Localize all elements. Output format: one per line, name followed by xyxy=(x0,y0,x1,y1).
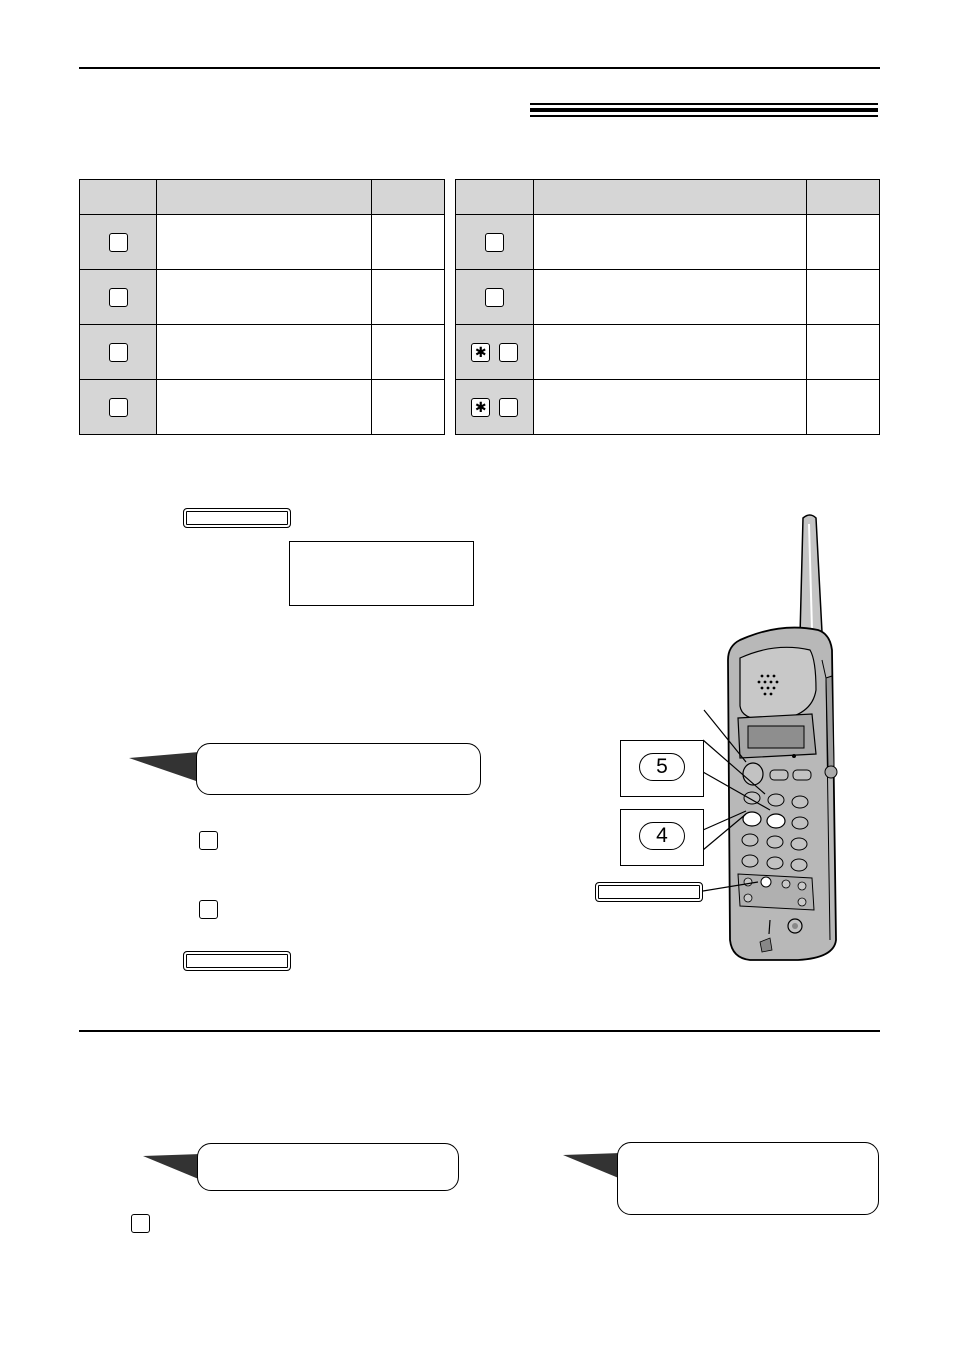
section-title-rule xyxy=(530,103,878,117)
header-cell xyxy=(534,180,807,215)
function-button-icon xyxy=(183,951,291,971)
display-box xyxy=(289,541,474,606)
section-divider xyxy=(79,1030,880,1032)
note-bubble xyxy=(617,1142,879,1215)
function-cell xyxy=(157,380,372,435)
note-pointer-icon xyxy=(143,1154,203,1184)
dial-key xyxy=(131,1214,150,1233)
command-table-right xyxy=(455,179,880,435)
key-4-callout xyxy=(620,809,704,866)
dial-key xyxy=(109,288,128,307)
function-cell xyxy=(534,270,807,325)
code-cell xyxy=(807,270,880,325)
note-pointer-icon xyxy=(129,752,201,786)
code-cell xyxy=(807,325,880,380)
header-cell xyxy=(80,180,157,215)
header-cell xyxy=(456,180,534,215)
note-bubble xyxy=(196,743,481,795)
dial-key xyxy=(485,233,504,252)
callout-leaders xyxy=(590,700,790,910)
function-cell xyxy=(157,215,372,270)
function-button-callout xyxy=(595,882,703,902)
star-key-icon: ✱ xyxy=(471,343,490,362)
code-cell xyxy=(372,380,445,435)
function-cell xyxy=(534,215,807,270)
key-5-label: 5 xyxy=(656,755,668,778)
code-cell xyxy=(372,270,445,325)
dial-key xyxy=(199,900,218,919)
code-cell xyxy=(807,215,880,270)
header-cell xyxy=(157,180,372,215)
dial-key xyxy=(109,398,128,417)
dial-key xyxy=(499,343,518,362)
code-cell xyxy=(372,325,445,380)
dial-key xyxy=(499,398,518,417)
star-key-icon: ✱ xyxy=(471,398,490,417)
header-cell xyxy=(372,180,445,215)
dial-key xyxy=(109,233,128,252)
code-cell xyxy=(372,215,445,270)
dial-key xyxy=(199,831,218,850)
function-cell xyxy=(534,325,807,380)
header-cell xyxy=(807,180,880,215)
command-table-left xyxy=(79,179,445,435)
dial-key xyxy=(485,288,504,307)
key-5-callout xyxy=(620,740,704,797)
dial-key xyxy=(109,343,128,362)
function-cell xyxy=(534,380,807,435)
function-button-icon xyxy=(183,508,291,528)
note-bubble xyxy=(197,1143,459,1191)
note-pointer-icon xyxy=(563,1153,623,1183)
key-4-label: 4 xyxy=(656,824,668,847)
top-rule xyxy=(79,67,880,69)
function-cell xyxy=(157,270,372,325)
code-cell xyxy=(807,380,880,435)
function-cell xyxy=(157,325,372,380)
